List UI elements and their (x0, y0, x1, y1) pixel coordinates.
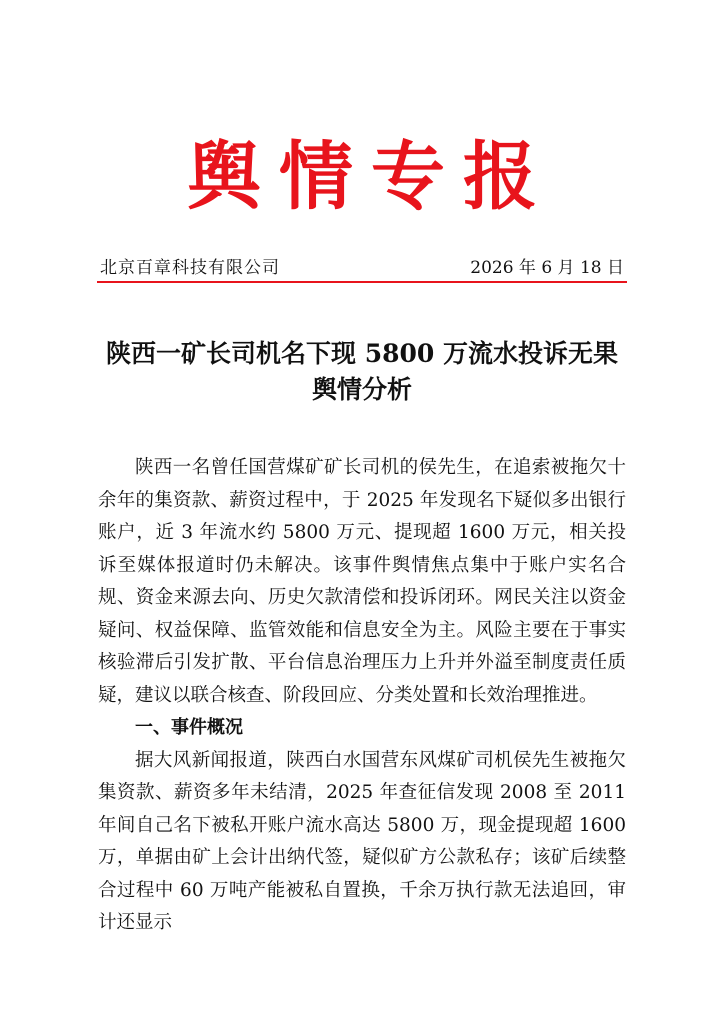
event-overview-paragraph: 据大风新闻报道，陕西白水国营东风煤矿司机侯先生被拖欠集资款、薪资多年未结清，2025 年查征信发现 2008 至 2011 年间自己名下被私开账户流水高达 5800 万，现金提现超 1600 万，单据由矿上会计出纳代签，疑似矿方公款私存；该矿后续整合过程中 60 万吨产能被私自置换，千余万执行款无法追回，审计还显示 (98, 749, 626, 933)
document-body (98, 452, 626, 940)
report-date: 2026 年 6 月 18 日 (470, 258, 624, 278)
report-header (100, 256, 624, 280)
section-heading-event-overview: 一、事件概况 (135, 717, 243, 738)
document-title-line-2: 舆情分析 (311, 375, 412, 404)
organization-name: 北京百章科技有限公司 (100, 258, 280, 278)
summary-paragraph: 陕西一名曾任国营煤矿矿长司机的侯先生，在追索被拖欠十余年的集资款、薪资过程中，于 2025 年发现名下疑似多出银行账户，近 3 年流水约 5800 万元、提现超 1600 万元，相关投诉至媒体报道时仍未解决。该事件舆情焦点集中于账户实名合规、资金来源去向、历史欠款清偿和投诉闭环。网民关注以资金疑问、权益保障、监管效能和信息安全为主。风险主要在于事实核验滞后引发扩散、平台信息治理压力上升并外溢至制度责任质疑，建议以联合核查、阶段回应、分类处置和长效治理推进。 (98, 457, 626, 706)
header-divider (97, 281, 627, 283)
document-title (80, 336, 644, 408)
document-title-line-1: 陕西一矿长司机名下现 5800 万流水投诉无果 (106, 339, 618, 368)
masthead-title: 舆情专报 (187, 134, 555, 220)
